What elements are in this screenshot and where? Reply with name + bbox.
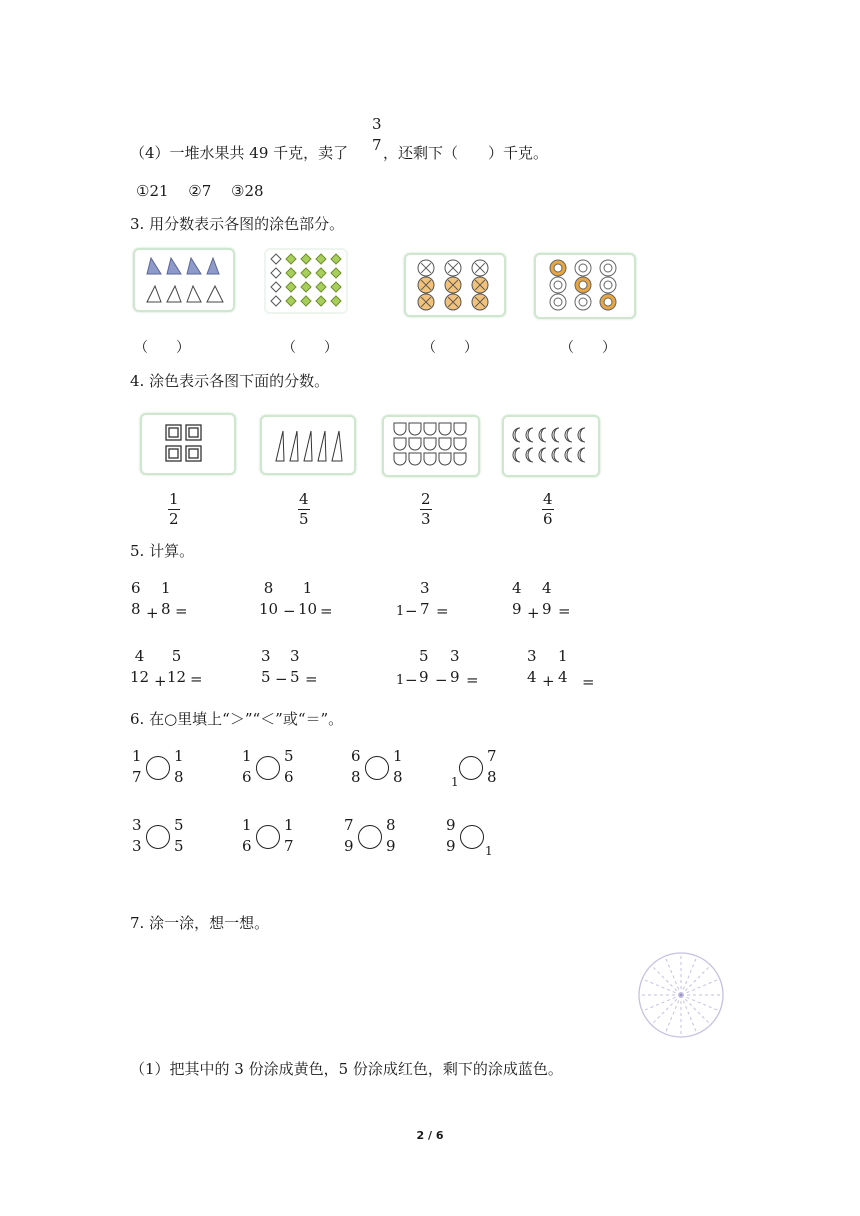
moon-shape	[513, 448, 520, 462]
section-4-title: 4. 涂色表示各图下面的分数。	[130, 372, 330, 390]
diamond-shaded	[301, 268, 311, 278]
q4-fraction	[372, 114, 382, 156]
compare-circle[interactable]	[459, 756, 483, 780]
ring-blank	[550, 294, 566, 310]
drop-shape	[394, 453, 406, 465]
calc-1-1-frac-a: 6 8	[131, 579, 141, 618]
drop-shape	[424, 453, 436, 465]
squares-figure[interactable]	[140, 413, 236, 475]
thin-triangle-outlines	[276, 431, 342, 461]
calc-2-3-equals: =	[466, 671, 479, 689]
s4-fraction-4	[542, 491, 554, 528]
triangles-figure	[133, 248, 235, 312]
drop-shape	[394, 423, 406, 435]
ring-blank	[600, 260, 616, 276]
diamond-blank	[271, 268, 281, 278]
calc-2-4-frac-a: 3 4	[527, 647, 537, 686]
compare-circle[interactable]	[146, 825, 170, 849]
diamond-shaded	[316, 282, 326, 292]
drop-shape	[409, 423, 421, 435]
ring-blank	[600, 277, 616, 293]
drops-svg	[384, 417, 478, 475]
moon-shape	[552, 428, 559, 442]
cmp-2-4-left: 9 9	[446, 816, 456, 855]
ring-shaded	[575, 277, 591, 293]
cross-circle-blank	[418, 260, 434, 276]
diamond-shaded	[301, 296, 311, 306]
moon-shape	[565, 448, 572, 462]
answer-blank-1[interactable]: （ ）	[134, 340, 190, 356]
cross-circle-shaded	[445, 294, 461, 310]
q4-suffix: ，还剩下（ ）千克。	[383, 144, 549, 162]
cross-circle-shaded	[472, 277, 488, 293]
drop-shape	[409, 438, 421, 450]
q4-options: ①21 ②7 ③28	[136, 182, 264, 200]
diamond-blank	[271, 254, 281, 264]
calc-1-1-frac-b: 1 8	[161, 579, 171, 618]
drop-shape	[439, 438, 451, 450]
moon-shape	[513, 428, 520, 442]
frac-num: 1	[169, 490, 179, 508]
frac-num: 4	[299, 490, 309, 508]
ring-blank	[550, 277, 566, 293]
moon-shape	[539, 448, 546, 462]
ring-blank	[575, 260, 591, 276]
square-outlines	[166, 425, 201, 461]
cmp-1-3-left: 6 8	[351, 747, 361, 786]
answer-blank-2[interactable]: （ ）	[282, 340, 338, 356]
calc-1-2-equals: =	[320, 602, 333, 620]
calc-2-2-frac-b: 3 5	[290, 647, 300, 686]
calc-1-4-plus: +	[527, 604, 540, 622]
diamond-shaded	[331, 254, 341, 264]
drop-shape	[424, 423, 436, 435]
calc-1-2-frac-a: 8 10	[259, 579, 279, 618]
moon-shape	[578, 428, 585, 442]
cmp-1-2-right: 5 6	[284, 747, 294, 786]
cmp-2-4-one: 1	[485, 844, 493, 858]
compare-circle[interactable]	[358, 825, 382, 849]
drop-shape	[454, 438, 466, 450]
ring-shaded	[550, 260, 566, 276]
calc-1-3-one: 1	[396, 604, 405, 619]
cross-circle-shaded	[472, 294, 488, 310]
cmp-1-4-one: 1	[451, 775, 459, 789]
calc-2-2-frac-a: 3 5	[261, 647, 271, 686]
moon-shape	[565, 428, 572, 442]
circles-cross-svg	[406, 255, 504, 315]
frac-den: 2	[169, 510, 179, 528]
s4-fraction-1	[168, 491, 180, 528]
calc-2-2-equals: =	[305, 670, 318, 688]
calc-2-1-equals: =	[190, 670, 203, 688]
drop-shape	[439, 453, 451, 465]
calc-2-4-plus: +	[542, 672, 555, 690]
moon-shape	[539, 428, 546, 442]
calc-2-3-frac-c: 3 9	[450, 647, 460, 686]
calc-1-3-minus: −	[405, 602, 418, 620]
diamond-shaded	[286, 268, 296, 278]
moon-shape	[526, 428, 533, 442]
answer-blank-4[interactable]: （ ）	[560, 340, 616, 356]
cmp-1-2-left: 1 6	[242, 747, 252, 786]
calc-2-2-minus: −	[275, 670, 288, 688]
frac-den: 6	[543, 510, 553, 528]
diamond-shaded	[331, 296, 341, 306]
cmp-2-2-left: 1 6	[242, 816, 252, 855]
drop-shape	[454, 423, 466, 435]
calc-2-4-equals: =	[582, 673, 595, 691]
calc-2-3-one: 1	[396, 673, 405, 688]
diamond-shaded	[316, 268, 326, 278]
frac-den: 3	[421, 510, 431, 528]
calc-1-3-frac-b: 3 7	[420, 579, 430, 618]
diamond-shaded	[331, 282, 341, 292]
calc-2-3-minus-a: −	[405, 671, 418, 689]
page-number: 2 / 6	[416, 1129, 444, 1142]
answer-blank-3[interactable]: （ ）	[422, 340, 478, 356]
s4-fraction-2	[298, 491, 310, 528]
drop-shape	[439, 423, 451, 435]
frac-den: 5	[299, 510, 309, 528]
rings-svg	[536, 255, 634, 317]
diamond-shaded	[331, 268, 341, 278]
calc-1-4-frac-b: 4 9	[542, 579, 552, 618]
q4-frac-den: 7	[372, 136, 382, 154]
cmp-2-3-left: 7 9	[344, 816, 354, 855]
calc-1-4-equals: =	[558, 602, 571, 620]
compare-circle[interactable]	[256, 756, 280, 780]
diamond-shaded	[316, 296, 326, 306]
cmp-2-1-right: 5 5	[174, 816, 184, 855]
moons-figure[interactable]	[502, 415, 600, 477]
s4-fraction-3	[420, 491, 432, 528]
triangles-svg	[135, 250, 233, 310]
cmp-1-1-right: 1 8	[174, 747, 184, 786]
compare-circle[interactable]	[256, 825, 280, 849]
section-7-sub-1: （1）把其中的 3 份涂成黄色，5 份涂成红色，剩下的涂成蓝色。	[130, 1060, 563, 1078]
drop-shape	[424, 438, 436, 450]
cmp-1-4-right: 7 8	[487, 747, 497, 786]
diamond-shaded	[301, 282, 311, 292]
thin-triangles-svg	[262, 417, 354, 473]
cmp-2-3-right: 8 9	[386, 816, 396, 855]
ring-blank	[575, 294, 591, 310]
cross-circle-shaded	[418, 294, 434, 310]
diamond-shaded	[286, 296, 296, 306]
ring-shaded	[600, 294, 616, 310]
calc-1-1-equals: =	[175, 602, 188, 620]
section-5-title: 5. 计算。	[130, 542, 195, 560]
frac-num: 2	[421, 490, 431, 508]
circle-center-dot	[680, 994, 683, 997]
calc-1-2-minus: −	[283, 602, 296, 620]
drop-shape	[394, 438, 406, 450]
diamond-blank	[271, 282, 281, 292]
triangle-blank-group	[147, 286, 223, 302]
squares-svg	[142, 415, 234, 473]
cmp-1-3-right: 1 8	[393, 747, 403, 786]
thin-triangles-figure[interactable]	[260, 415, 356, 475]
compare-circle[interactable]	[146, 756, 170, 780]
drops-figure[interactable]	[382, 415, 480, 477]
section-3-title: 3. 用分数表示各图的涂色部分。	[130, 215, 345, 233]
diamond-shaded	[316, 254, 326, 264]
moon-shape	[552, 448, 559, 462]
triangle-shaded-group	[147, 258, 219, 274]
calc-1-4-frac-a: 4 9	[512, 579, 522, 618]
cross-circle-shaded	[445, 277, 461, 293]
diamond-shaded	[286, 282, 296, 292]
moons-svg	[504, 417, 598, 475]
rings-figure	[534, 253, 636, 319]
drop-shape	[454, 453, 466, 465]
diamond-shaded	[286, 254, 296, 264]
calc-2-3-frac-b: 5 9	[419, 647, 429, 686]
section-7-title: 7. 涂一涂，想一想。	[130, 914, 270, 932]
circle-divided-figure[interactable]	[636, 950, 726, 1040]
section-6-title: 6. 在○里填上“＞”“＜”或“＝”。	[130, 710, 344, 728]
calc-1-2-frac-b: 1 10	[298, 579, 318, 618]
calc-2-1-frac-b: 5 12	[167, 647, 187, 686]
drop-shape	[409, 453, 421, 465]
cmp-1-1-left: 1 7	[132, 747, 142, 786]
diamond-shaded	[301, 254, 311, 264]
cross-circle-blank	[472, 260, 488, 276]
cross-circle-blank	[445, 260, 461, 276]
calc-2-3-minus-b: −	[435, 671, 448, 689]
calc-2-4-frac-b: 1 4	[558, 647, 568, 686]
diamond-blank	[271, 296, 281, 306]
q4-frac-num: 3	[372, 115, 382, 133]
calc-2-1-frac-a: 4 12	[130, 647, 150, 686]
diamonds-svg	[266, 250, 346, 312]
frac-num: 4	[543, 490, 553, 508]
compare-circle[interactable]	[365, 756, 389, 780]
compare-circle[interactable]	[460, 825, 484, 849]
cmp-2-1-left: 3 3	[132, 816, 142, 855]
moon-shape	[578, 448, 585, 462]
calc-2-1-plus: +	[154, 672, 167, 690]
cross-circle-shaded	[418, 277, 434, 293]
cmp-2-2-right: 1 7	[284, 816, 294, 855]
circles-cross-figure	[404, 253, 506, 317]
diamonds-figure	[264, 248, 348, 314]
calc-1-1-plus: +	[146, 604, 159, 622]
calc-1-3-equals: =	[436, 602, 449, 620]
q4-prefix: （4）一堆水果共 49 千克，卖了	[130, 144, 349, 162]
moon-shape	[526, 448, 533, 462]
